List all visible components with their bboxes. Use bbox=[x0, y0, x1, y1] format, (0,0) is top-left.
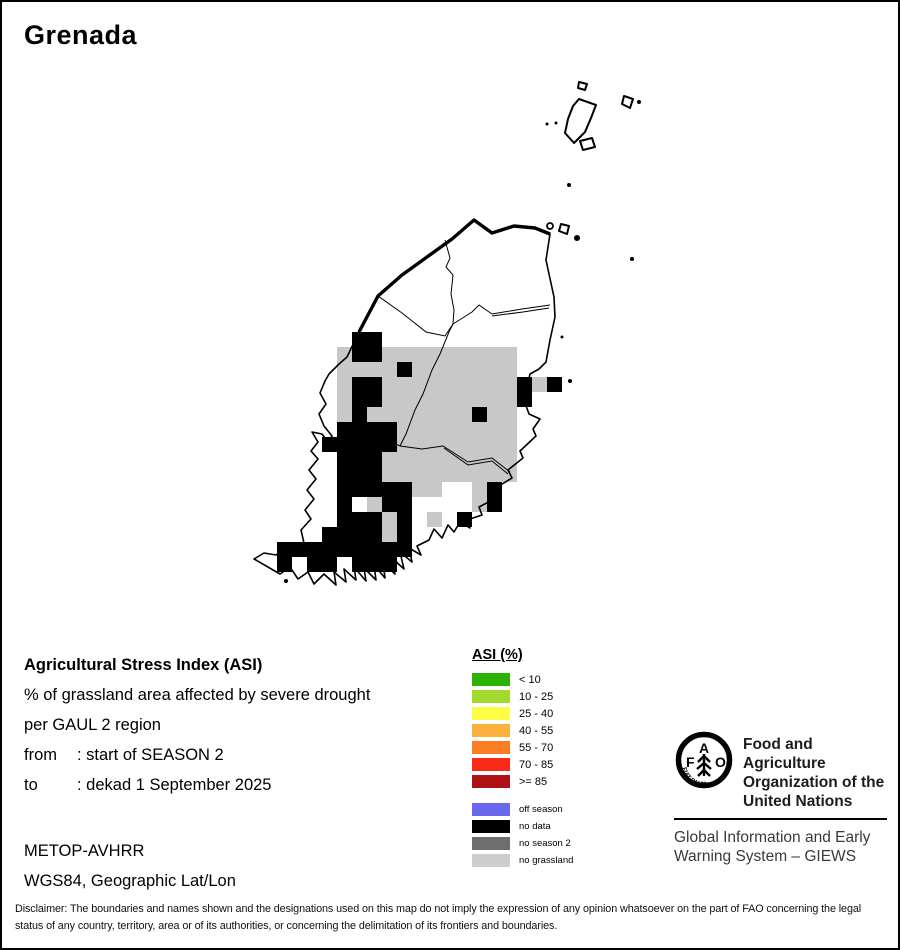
raster-cell-no-data bbox=[352, 482, 367, 497]
raster-cell-no-data bbox=[352, 542, 367, 557]
fao-name-line1: Food and Agriculture bbox=[743, 736, 826, 772]
raster-cell-no-grassland bbox=[442, 392, 457, 407]
raster-cell-no-grassland bbox=[397, 377, 412, 392]
legend-label: 55 - 70 bbox=[519, 741, 554, 754]
legend-swatch bbox=[472, 690, 510, 704]
small-island bbox=[580, 138, 595, 150]
raster-cell-no-data bbox=[352, 467, 367, 482]
raster-cell-no-data bbox=[337, 527, 352, 542]
raster-cell-no-grassland bbox=[457, 437, 472, 452]
raster-cell-no-grassland bbox=[412, 437, 427, 452]
raster-cell-no-grassland bbox=[427, 377, 442, 392]
islet-dot bbox=[567, 183, 571, 187]
period-from-row bbox=[24, 740, 370, 770]
asi-subtitle: % of grassland area affected by severe drought bbox=[24, 686, 371, 704]
raster-cell-no-grassland bbox=[442, 452, 457, 467]
raster-cell-no-data bbox=[397, 527, 412, 542]
fao-motto: FIAT PANIS bbox=[680, 766, 708, 789]
legend-label: 25 - 40 bbox=[519, 707, 554, 720]
fao-letter-f: F bbox=[686, 754, 695, 770]
legend-swatch bbox=[472, 673, 510, 687]
raster-cell-no-data bbox=[277, 557, 292, 572]
raster-cell-no-grassland bbox=[412, 407, 427, 422]
raster-cell-no-grassland bbox=[337, 407, 352, 422]
raster-cell-no-grassland bbox=[427, 437, 442, 452]
raster-cell-no-grassland bbox=[382, 377, 397, 392]
raster-cell-no-grassland bbox=[487, 407, 502, 422]
raster-cell-no-grassland bbox=[457, 467, 472, 482]
raster-cell-no-grassland bbox=[457, 407, 472, 422]
raster-cell-no-data bbox=[367, 542, 382, 557]
raster-cell-no-grassland bbox=[487, 467, 502, 482]
legend-row bbox=[472, 739, 573, 756]
islet-dot bbox=[637, 100, 641, 104]
raster-cell-no-data bbox=[292, 542, 307, 557]
raster-cell-no-grassland bbox=[442, 377, 457, 392]
raster-cell-no-data bbox=[367, 467, 382, 482]
raster-cell-no-grassland bbox=[382, 347, 397, 362]
raster-cell-no-grassland bbox=[412, 347, 427, 362]
islet-dot bbox=[568, 379, 572, 383]
legend-row bbox=[472, 852, 573, 869]
legend-swatch bbox=[472, 837, 510, 851]
raster-cell-no-data bbox=[352, 512, 367, 527]
raster-cell-no-data bbox=[367, 377, 382, 392]
legend-swatch bbox=[472, 854, 510, 868]
islet-dot bbox=[546, 123, 549, 126]
to-label: to bbox=[24, 776, 38, 794]
raster-cell-no-grassland bbox=[427, 392, 442, 407]
raster-cell-no-grassland bbox=[442, 422, 457, 437]
fao-branding bbox=[674, 729, 890, 866]
raster-cell-no-grassland bbox=[442, 347, 457, 362]
raster-cell-no-grassland bbox=[367, 362, 382, 377]
islet-dot bbox=[561, 336, 564, 339]
raster-cell-no-grassland bbox=[412, 392, 427, 407]
raster-cell-no-grassland bbox=[502, 437, 517, 452]
fao-logo-icon bbox=[674, 729, 734, 791]
raster-cell-no-grassland bbox=[352, 362, 367, 377]
raster-cell-no-grassland bbox=[472, 392, 487, 407]
legend-row bbox=[472, 835, 573, 852]
small-island bbox=[622, 96, 633, 108]
legend-asi-classes bbox=[472, 671, 573, 790]
raster-cell-no-grassland bbox=[457, 362, 472, 377]
legend-row bbox=[472, 818, 573, 835]
from-label: from bbox=[24, 746, 57, 764]
raster-cell-no-grassland bbox=[472, 482, 487, 497]
raster-cell-no-data bbox=[337, 542, 352, 557]
raster-cell-no-data bbox=[517, 377, 532, 392]
period-to-row bbox=[24, 770, 370, 800]
legend-row bbox=[472, 756, 573, 773]
raster-cell-no-data bbox=[487, 497, 502, 512]
legend-row bbox=[472, 705, 573, 722]
asi-heading: Agricultural Stress Index (ASI) bbox=[24, 656, 263, 674]
legend-label: 40 - 55 bbox=[519, 724, 554, 737]
gaul-region-line: per GAUL 2 region bbox=[24, 716, 161, 734]
raster-cell-no-grassland bbox=[412, 482, 427, 497]
fao-letter-a: A bbox=[698, 740, 710, 756]
raster-cell-no-data bbox=[382, 557, 397, 572]
fao-name bbox=[743, 729, 890, 811]
raster-cell-no-data bbox=[397, 362, 412, 377]
fao-header bbox=[674, 729, 890, 811]
raster-cell-no-grassland bbox=[397, 392, 412, 407]
giews-line2: Warning System – GIEWS bbox=[674, 848, 857, 865]
raster-cell-no-data bbox=[352, 347, 367, 362]
raster-cell-no-grassland bbox=[427, 512, 442, 527]
raster-cell-no-grassland bbox=[397, 347, 412, 362]
raster-cell-no-grassland bbox=[427, 482, 442, 497]
raster-cell-no-data bbox=[367, 482, 382, 497]
legend-swatch bbox=[472, 724, 510, 738]
projection-info: WGS84, Geographic Lat/Lon bbox=[24, 872, 236, 890]
legend-title: ASI (%) bbox=[472, 647, 523, 663]
legend-swatch bbox=[472, 820, 510, 834]
legend-row bbox=[472, 671, 573, 688]
raster-cell-no-grassland bbox=[487, 362, 502, 377]
raster-cell-no-grassland bbox=[502, 362, 517, 377]
legend-swatch bbox=[472, 707, 510, 721]
small-island bbox=[559, 224, 569, 234]
giews-line1: Global Information and Early bbox=[674, 829, 871, 846]
raster-cell-no-grassland bbox=[532, 377, 547, 392]
legend-label: 70 - 85 bbox=[519, 758, 554, 771]
islet-dot bbox=[284, 579, 288, 583]
raster-cell-no-data bbox=[367, 512, 382, 527]
raster-cell-no-grassland bbox=[457, 347, 472, 362]
from-value: : start of SEASON 2 bbox=[77, 746, 224, 764]
to-value: : dekad 1 September 2025 bbox=[77, 776, 272, 794]
raster-cell-no-grassland bbox=[472, 347, 487, 362]
legend-swatch bbox=[472, 775, 510, 789]
raster-cell-no-data bbox=[547, 377, 562, 392]
raster-cell-no-data bbox=[337, 497, 352, 512]
legend-label: no season 2 bbox=[519, 838, 571, 849]
raster-cell-no-grassland bbox=[472, 422, 487, 437]
raster-cell-no-grassland bbox=[427, 452, 442, 467]
raster-cell-no-grassland bbox=[442, 467, 457, 482]
raster-cell-no-data bbox=[307, 542, 322, 557]
raster-cell-no-grassland bbox=[337, 392, 352, 407]
raster-cell-no-grassland bbox=[442, 407, 457, 422]
raster-cell-no-grassland bbox=[487, 377, 502, 392]
raster-cell-no-grassland bbox=[397, 437, 412, 452]
raster-cell-no-grassland bbox=[427, 467, 442, 482]
sensor-info bbox=[24, 836, 236, 896]
raster-cell-no-grassland bbox=[412, 467, 427, 482]
legend-swatch bbox=[472, 741, 510, 755]
disclaimer-text: Disclaimer: The boundaries and names shown and the designations used on this map do not imply the expression of any opinion whatsoever on the part of FAO concerning the legal status of any country, territory, area or of its authorities, or concerning the delimitation of its frontiers and boundaries. bbox=[15, 903, 862, 932]
raster-cell-no-data bbox=[457, 512, 472, 527]
raster-cell-no-data bbox=[307, 557, 322, 572]
raster-cell-no-data bbox=[397, 512, 412, 527]
raster-cell-no-grassland bbox=[502, 377, 517, 392]
raster-cell-no-grassland bbox=[382, 362, 397, 377]
legend-swatch bbox=[472, 758, 510, 772]
raster-cell-no-data bbox=[277, 542, 292, 557]
raster-cell-no-data bbox=[367, 557, 382, 572]
legend bbox=[472, 647, 573, 869]
raster-cell-no-grassland bbox=[472, 377, 487, 392]
raster-cell-no-grassland bbox=[457, 377, 472, 392]
legend-label: 10 - 25 bbox=[519, 690, 554, 703]
legend-label: >= 85 bbox=[519, 775, 548, 788]
raster-cell-no-data bbox=[352, 557, 367, 572]
raster-cell-no-data bbox=[352, 392, 367, 407]
raster-cell-no-data bbox=[337, 452, 352, 467]
raster-cell-no-grassland bbox=[487, 422, 502, 437]
raster-cell-no-grassland bbox=[397, 467, 412, 482]
raster-cell-no-data bbox=[487, 482, 502, 497]
raster-cell-no-data bbox=[367, 422, 382, 437]
raster-cell-no-grassland bbox=[382, 527, 397, 542]
raster-cell-no-grassland bbox=[502, 407, 517, 422]
fao-letter-o: O bbox=[715, 754, 726, 770]
raster-cell-no-grassland bbox=[487, 437, 502, 452]
islet-dot bbox=[630, 257, 634, 261]
legend-row bbox=[472, 688, 573, 705]
legend-gap bbox=[472, 790, 573, 801]
raster-cell-no-grassland bbox=[472, 437, 487, 452]
legend-row bbox=[472, 722, 573, 739]
legend-swatch bbox=[472, 803, 510, 817]
legend-label: < 10 bbox=[519, 673, 541, 686]
raster-cell-no-grassland bbox=[412, 422, 427, 437]
raster-cell-no-data bbox=[337, 467, 352, 482]
raster-cell-no-data bbox=[397, 482, 412, 497]
raster-cell-no-data bbox=[352, 437, 367, 452]
raster-cell-no-grassland bbox=[442, 362, 457, 377]
raster-cell-no-grassland bbox=[457, 392, 472, 407]
raster-cell-no-data bbox=[352, 377, 367, 392]
raster-cell-no-data bbox=[337, 512, 352, 527]
raster-cell-no-data bbox=[322, 527, 337, 542]
raster-cell-no-grassland bbox=[367, 407, 382, 422]
raster-cell-no-data bbox=[322, 542, 337, 557]
sensor-name: METOP-AVHRR bbox=[24, 842, 145, 860]
raster-cell-no-grassland bbox=[397, 452, 412, 467]
raster-cell-no-data bbox=[352, 407, 367, 422]
raster-cell-no-data bbox=[382, 422, 397, 437]
raster-cell-no-grassland bbox=[502, 422, 517, 437]
fao-name-line3: United Nations bbox=[743, 793, 853, 810]
islet-dot bbox=[574, 235, 580, 241]
raster-cell-no-grassland bbox=[382, 512, 397, 527]
legend-label: no data bbox=[519, 821, 551, 832]
giews-caption bbox=[674, 828, 890, 866]
raster-cell-no-grassland bbox=[382, 407, 397, 422]
raster-cell-no-grassland bbox=[427, 407, 442, 422]
raster-cell-no-grassland bbox=[502, 347, 517, 362]
raster-cell-no-data bbox=[367, 527, 382, 542]
raster-cell-no-grassland bbox=[427, 422, 442, 437]
raster-cell-no-data bbox=[382, 482, 397, 497]
raster-cell-no-data bbox=[337, 437, 352, 452]
raster-cell-no-data bbox=[352, 422, 367, 437]
fao-divider bbox=[674, 818, 887, 820]
raster-cell-no-data bbox=[382, 437, 397, 452]
raster-cell-no-data bbox=[397, 497, 412, 512]
raster-cell-no-grassland bbox=[367, 497, 382, 512]
raster-cell-no-data bbox=[367, 392, 382, 407]
raster-cell-no-data bbox=[352, 332, 367, 347]
raster-cell-no-data bbox=[397, 542, 412, 557]
raster-cell-no-data bbox=[367, 452, 382, 467]
legend-label: no grassland bbox=[519, 855, 574, 866]
legend-row bbox=[472, 773, 573, 790]
raster-cell-no-grassland bbox=[472, 467, 487, 482]
raster-cell-no-data bbox=[352, 452, 367, 467]
raster-cell-no-grassland bbox=[487, 392, 502, 407]
raster-cell-no-data bbox=[472, 407, 487, 422]
raster-cell-no-data bbox=[337, 422, 352, 437]
raster-cell-no-data bbox=[382, 542, 397, 557]
raster-cell-no-grassland bbox=[502, 392, 517, 407]
map-description bbox=[24, 650, 370, 800]
raster-cell-no-data bbox=[337, 482, 352, 497]
page-title: Grenada bbox=[24, 20, 138, 50]
raster-cell-no-grassland bbox=[487, 347, 502, 362]
ring-islet bbox=[547, 223, 553, 229]
raster-cell-no-grassland bbox=[457, 422, 472, 437]
raster-cell-no-grassland bbox=[412, 362, 427, 377]
islet-dot bbox=[555, 122, 558, 125]
raster-cell-no-grassland bbox=[337, 377, 352, 392]
raster-cell-no-grassland bbox=[397, 407, 412, 422]
raster-cell-no-data bbox=[322, 437, 337, 452]
small-island bbox=[578, 82, 587, 90]
raster-cell-no-data bbox=[352, 527, 367, 542]
raster-cell-no-grassland bbox=[382, 392, 397, 407]
raster-cell-no-data bbox=[382, 497, 397, 512]
legend-label: off season bbox=[519, 804, 563, 815]
raster-cell-no-data bbox=[367, 437, 382, 452]
legend-status-classes bbox=[472, 801, 573, 869]
fao-name-line2: Organization of the bbox=[743, 774, 885, 791]
small-island bbox=[565, 99, 596, 143]
raster-cell-no-data bbox=[367, 332, 382, 347]
raster-cell-no-grassland bbox=[382, 467, 397, 482]
legend-row bbox=[472, 801, 573, 818]
raster-cell-no-grassland bbox=[412, 452, 427, 467]
raster-cell-no-grassland bbox=[472, 362, 487, 377]
raster-cell-no-data bbox=[367, 347, 382, 362]
raster-cell-no-grassland bbox=[382, 452, 397, 467]
raster-cell-no-data bbox=[322, 557, 337, 572]
raster-cell-no-data bbox=[517, 392, 532, 407]
